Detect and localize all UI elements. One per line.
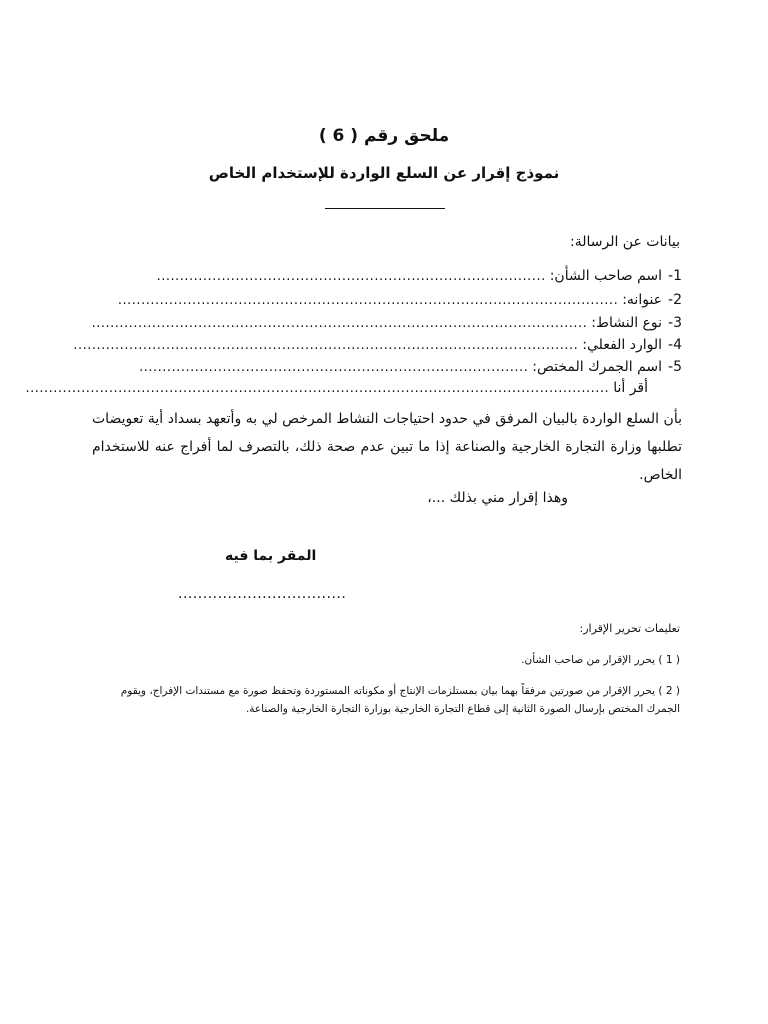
page-title: ملحق رقم ( 6 ) [318, 126, 450, 146]
section-heading: بيانات عن الرسالة: [569, 234, 680, 250]
instruction-item: ( 2 ) يحرر الإقرار من صورتين مرفقاً بهما بيان بمستلزمات الإنتاج أو مكوناته المستوردة وتحفظ صورة مع مستندات الإفراج، ويقوم الجمرك المختص بإرسال الصورة الثانية إلى قطاع التجارة الخارجية بوزارة التجارة الخارجية والصناعة. [120, 685, 680, 715]
title-underline [325, 208, 445, 209]
field-actual-imports: -4 الوارد الفعلي: ............................................................................................................. [73, 337, 682, 353]
field-address: -2 عنوانه: ............................................................................................................ [92, 288, 682, 308]
form-subtitle: نموذج إقرار عن السلع الواردة للإستخدام الخاص [208, 164, 560, 182]
fill-line: ............................................................................................................ [117, 293, 619, 308]
fill-line: ............................................................................................................. [73, 338, 579, 353]
field-owner-name: -1 اسم صاحب الشأن: .................................................................................... [92, 264, 682, 284]
fill-line: .................................................................................... [139, 360, 529, 375]
fill-line: .................................................................................... [156, 269, 546, 284]
field-declarant: أقر أنا .............................................................................................................................. [25, 380, 648, 396]
field-activity-type: -3 نوع النشاط: ........................................................................................................... [91, 315, 682, 331]
fill-line: ........................................................................................................... [91, 316, 588, 331]
signature-line: .................................. [178, 586, 347, 602]
field-customs-office: -5 اسم الجمرك المختص: .................................................................................... [92, 355, 682, 375]
instruction-item: ( 1 ) يحرر الإقرار من صاحب الشأن. [521, 654, 680, 666]
signer-label: المقر بما فيه [225, 548, 317, 564]
instructions-heading: تعليمات تحرير الإقرار: [579, 622, 680, 635]
fill-line: .............................................................................................................................. [25, 381, 610, 396]
declaration-paragraph: بأن السلع الواردة بالبيان المرفق في حدود احتياجات النشاط المرخص لي به وأتعهد بسداد أية تعويضات تطلبها وزارة التجارة الخارجية والصناعة إذا ما تبين عدم صحة ذلك، بالتصرف لما أفراج عنه للاستخدام الخاص. [92, 411, 682, 483]
closing-statement: وهذا إقرار مني بذلك ...، [427, 490, 568, 506]
